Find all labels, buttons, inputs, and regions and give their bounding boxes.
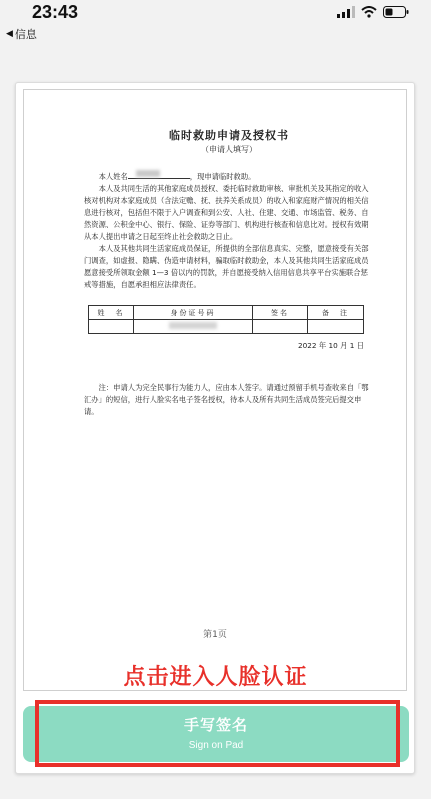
name-line (84, 170, 374, 183)
col-remark: 备 注 (308, 306, 364, 320)
col-name: 姓 名 (89, 306, 134, 320)
cell-remark (308, 320, 364, 334)
name-field (128, 170, 190, 179)
document-date: 2022 年 10 月 1 日 (298, 341, 364, 350)
document-content (84, 130, 374, 418)
back-label: 信息 (14, 28, 37, 41)
guarantee-paragraph: 本人及其他共同生活家庭成员保证，所提供的全部信息真实、完整，愿意接受有关部门调查，如虚报、隐瞒、伪造申请材料，骗取临时救助金，本人及其他共同生活家庭成员愿意接受所领取金额 1—3 倍以内的罚款，并自愿接受纳入信用信息共享平台实施联合惩戒等措施，自愿承担相应法律责任。 (84, 244, 369, 289)
document-page[interactable] (23, 89, 407, 691)
wifi-icon (361, 6, 377, 18)
name-suffix: ，现申请临时救助。 (189, 172, 256, 181)
document-subtitle: （申请人填写） (201, 145, 257, 154)
cell-name (89, 320, 134, 334)
page-indicator: 第1页 (203, 630, 227, 640)
status-time: 23:43 (32, 2, 79, 22)
face-verification-hint: 点击进入人脸认证 (123, 665, 308, 690)
col-id: 身份证号码 (134, 306, 253, 320)
system-icons (337, 6, 409, 18)
sign-button-label-en: Sign on Pad (188, 740, 244, 751)
col-signature: 签名 (253, 306, 308, 320)
signature-table (88, 305, 364, 334)
table-row (89, 320, 364, 334)
status-bar (0, 0, 431, 24)
back-arrow-icon: ◀ (6, 29, 13, 39)
back-to-messages[interactable] (6, 26, 37, 42)
sign-button-label-cn: 手写签名 (183, 716, 248, 734)
battery-icon (383, 6, 409, 18)
document-title: 临时救助申请及授权书 (169, 129, 289, 142)
authorization-paragraph: 本人及共同生活的其他家庭成员授权、委托临时救助审核、审批机关及其指定的收入核对机构对本家庭成员（含法定赡、抚、扶养关系成员）的收入和家庭财产情况的相关信息进行核对，包括但不限于入户调查和到公安、人社、住建、交通、市场监管、税务、自然资源、公积金中心、银行、保险、证券等部门、机构进行核查和信息比对。授权有效期从本人提出申请之日起至终止社会救助之日止。 (84, 184, 369, 241)
cell-signature (253, 320, 308, 334)
cell-id (134, 320, 253, 334)
highlight-box (35, 700, 400, 767)
document-note: 注：申请人为完全民事行为能力人，应由本人签字。请通过预留手机号查收来自「鄂汇办」的短信，进行人脸实名电子签名授权，待本人及所有共同生活成员签完后提交申请。 (84, 383, 369, 416)
name-prefix: 本人姓名 (98, 172, 128, 181)
signal-icon (337, 6, 355, 18)
